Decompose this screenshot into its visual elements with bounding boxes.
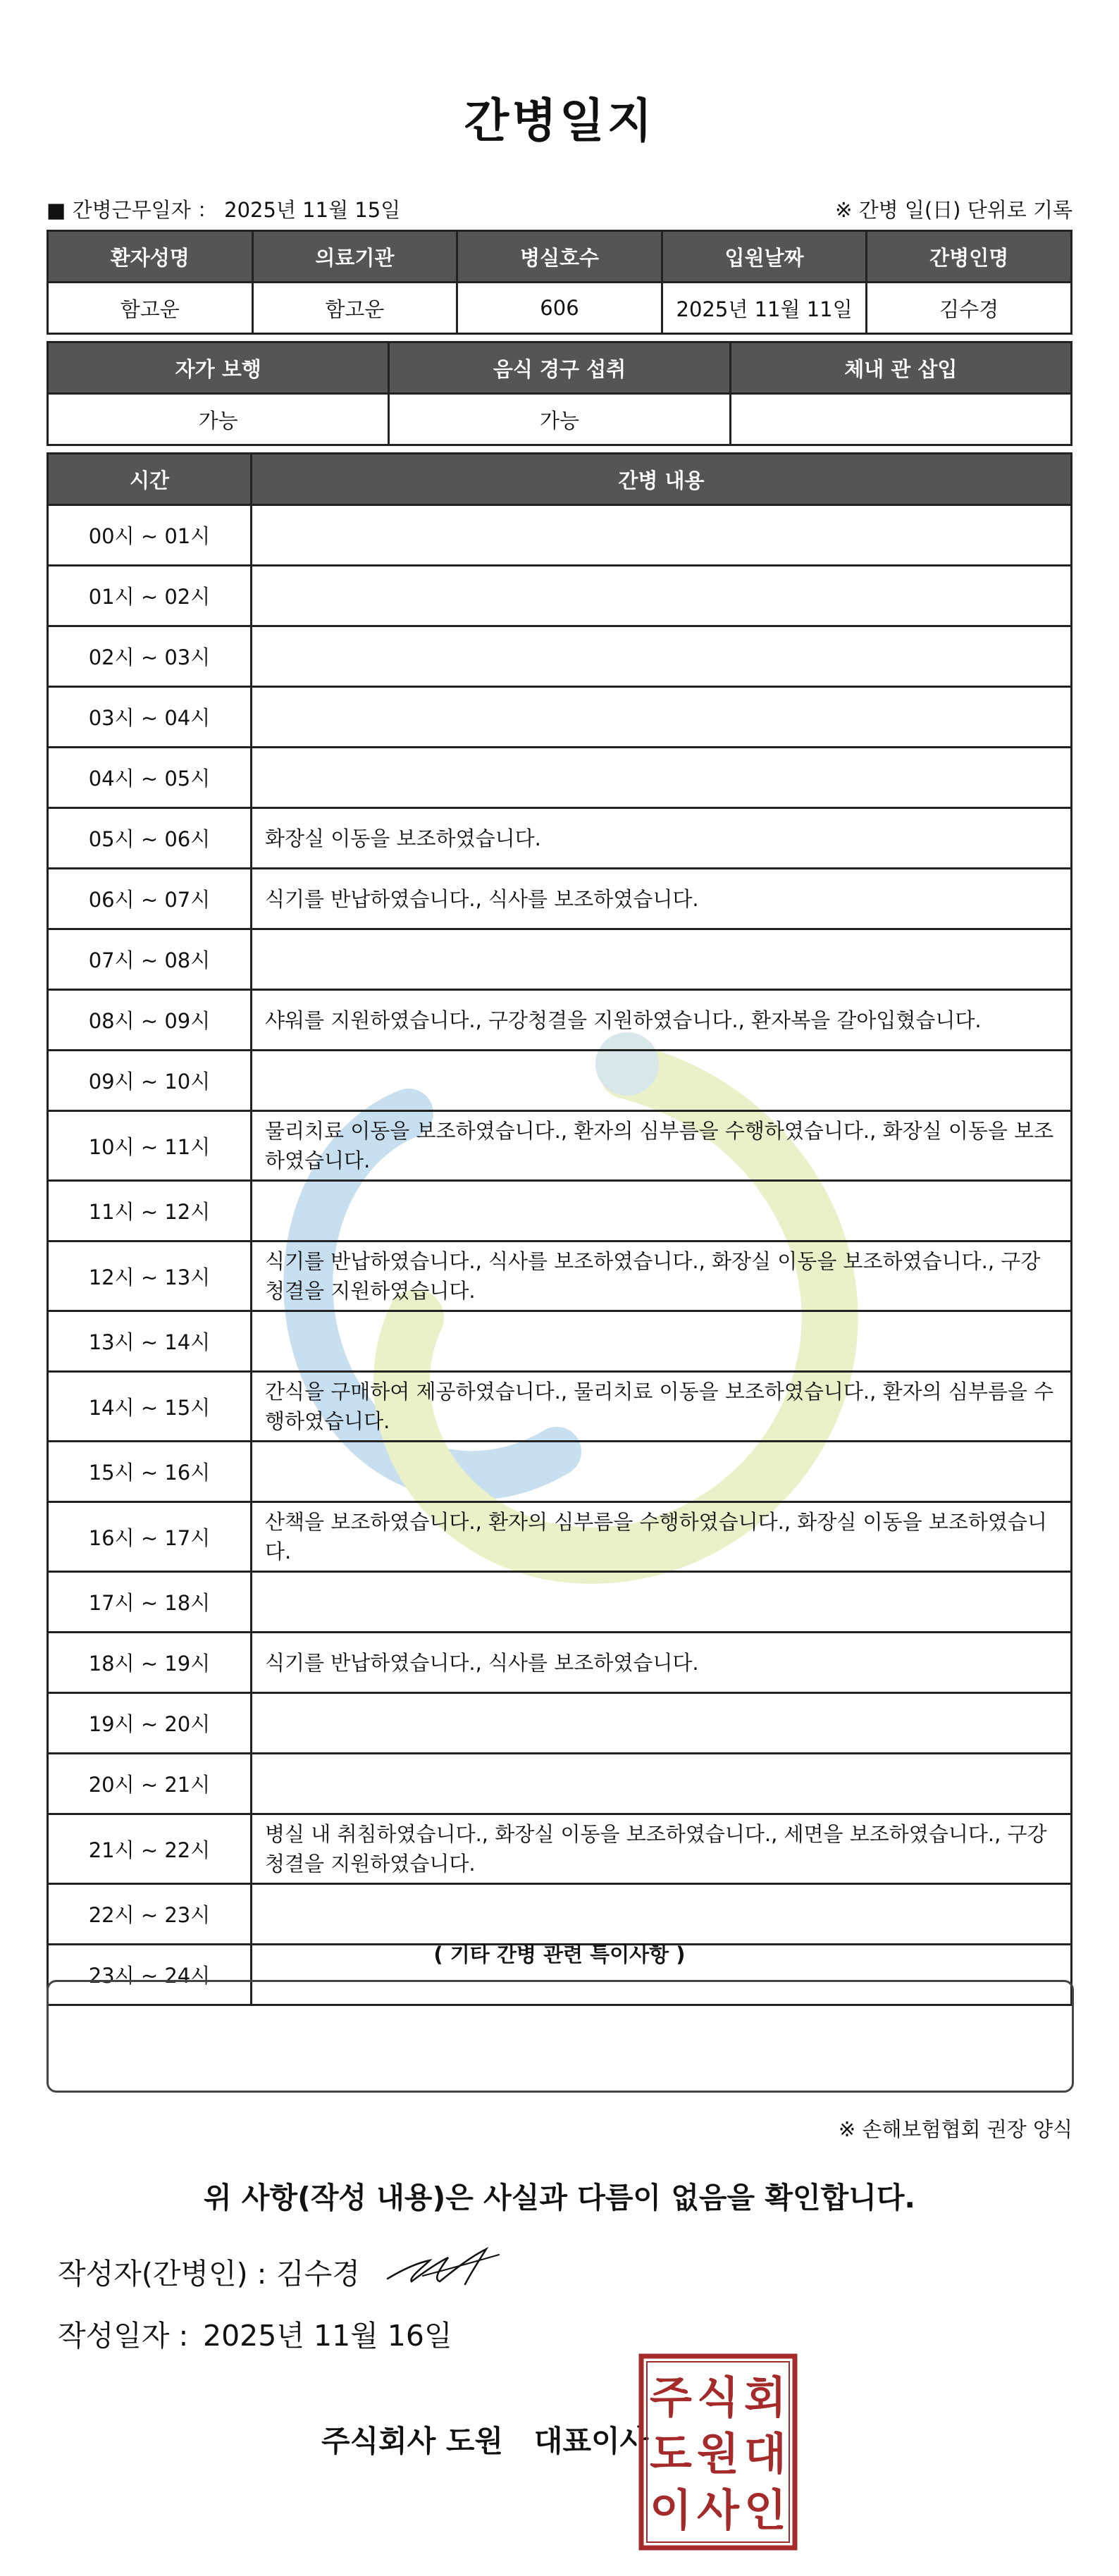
svg-text:주: 주 xyxy=(650,2372,692,2423)
log-content xyxy=(252,1572,1072,1633)
svg-text:이: 이 xyxy=(650,2484,692,2536)
company-name: 주식회사 도원 대표이사 xyxy=(321,2424,649,2458)
log-time: 19시 ~ 20시 xyxy=(48,1693,252,1754)
header-room-number: 병실호수 xyxy=(457,231,662,283)
association-note: ※ 손해보험협회 권장 양식 xyxy=(838,2117,1072,2141)
confirmation-statement: 위 사항(작성 내용)은 사실과 다름이 없음을 확인합니다. xyxy=(203,2181,916,2215)
log-content: 식기를 반납하였습니다., 식사를 보조하였습니다. xyxy=(252,869,1072,929)
log-content: 병실 내 취침하였습니다., 화장실 이동을 보조하였습니다., 세면을 보조하였습니다., 구강청결을 지원하였습니다. xyxy=(252,1814,1072,1884)
self-walking: 가능 xyxy=(48,394,389,445)
header-patient-name: 환자성명 xyxy=(48,231,253,283)
table-row xyxy=(48,929,1072,990)
log-time: 23시 ~ 24시 xyxy=(48,1945,252,2005)
log-time: 00시 ~ 01시 xyxy=(48,505,252,566)
log-time: 15시 ~ 16시 xyxy=(48,1442,252,1502)
header-tube-insertion: 체내 관 삽입 xyxy=(730,342,1071,394)
table-row xyxy=(48,1633,1072,1693)
log-content xyxy=(252,566,1072,626)
tube-insertion xyxy=(730,394,1071,445)
table-row xyxy=(48,687,1072,748)
log-content xyxy=(252,748,1072,808)
svg-text:원: 원 xyxy=(697,2428,739,2479)
table-row xyxy=(48,1814,1072,1884)
table-row xyxy=(48,1442,1072,1502)
header-hospital: 의료기관 xyxy=(252,231,457,283)
log-content xyxy=(252,1181,1072,1241)
table-row xyxy=(48,505,1072,566)
log-time: 16시 ~ 17시 xyxy=(48,1502,252,1572)
log-content xyxy=(252,1311,1072,1372)
log-content xyxy=(252,1442,1072,1502)
caregiver-name: 김수경 xyxy=(867,283,1072,334)
table-row xyxy=(48,869,1072,929)
log-content xyxy=(252,1051,1072,1111)
log-time: 09시 ~ 10시 xyxy=(48,1051,252,1111)
log-time: 05시 ~ 06시 xyxy=(48,808,252,869)
company-seal-icon xyxy=(638,2353,798,2551)
header-care-content: 간병 내용 xyxy=(252,454,1072,505)
patient-info-table xyxy=(47,230,1072,335)
author-label: 작성자(간병인) : xyxy=(58,2257,267,2291)
log-time: 12시 ~ 13시 xyxy=(48,1241,252,1311)
log-content: 화장실 이동을 보조하였습니다. xyxy=(252,808,1072,869)
hospital: 함고운 xyxy=(252,283,457,334)
svg-text:사: 사 xyxy=(697,2484,739,2536)
table-row xyxy=(48,1111,1072,1181)
page-title: 간병일지 xyxy=(464,94,655,148)
table-row xyxy=(48,1572,1072,1633)
log-content xyxy=(252,505,1072,566)
log-time: 03시 ~ 04시 xyxy=(48,687,252,748)
log-content xyxy=(252,1884,1072,1945)
log-time: 07시 ~ 08시 xyxy=(48,929,252,990)
work-date-label: ■ 간병근무일자 ： 2025년 11월 15일 xyxy=(47,198,401,222)
table-row xyxy=(48,1311,1072,1372)
table-row xyxy=(48,1241,1072,1311)
table-row xyxy=(48,566,1072,626)
log-time: 21시 ~ 22시 xyxy=(48,1814,252,1884)
log-time: 02시 ~ 03시 xyxy=(48,626,252,687)
patient-name: 함고운 xyxy=(48,283,253,334)
unit-note: ※ 간병 일(日) 단위로 기록 xyxy=(835,198,1072,222)
log-content: 간식을 구매하여 제공하였습니다., 물리치료 이동을 보조하였습니다., 환자의 심부름을 수행하였습니다. xyxy=(252,1372,1072,1442)
log-content xyxy=(252,929,1072,990)
header-admission-date: 입원날짜 xyxy=(662,231,867,283)
log-content: 물리치료 이동을 보조하였습니다., 환자의 심부름을 수행하였습니다., 화장실 이동을 보조하였습니다. xyxy=(252,1111,1072,1181)
svg-text:도: 도 xyxy=(650,2428,692,2479)
notes-box xyxy=(47,1980,1074,2093)
header-time: 시간 xyxy=(48,454,252,505)
log-content: 식기를 반납하였습니다., 식사를 보조하였습니다., 화장실 이동을 보조하였습니다., 구강청결을 지원하였습니다. xyxy=(252,1241,1072,1311)
table-row xyxy=(48,990,1072,1051)
log-time: 17시 ~ 18시 xyxy=(48,1572,252,1633)
header-caregiver-name: 간병인명 xyxy=(867,231,1072,283)
log-time: 18시 ~ 19시 xyxy=(48,1633,252,1693)
table-row xyxy=(48,1754,1072,1814)
table-row xyxy=(48,1181,1072,1241)
table-row xyxy=(48,1372,1072,1442)
table-row xyxy=(48,626,1072,687)
log-time: 14시 ~ 15시 xyxy=(48,1372,252,1442)
table-row xyxy=(48,1502,1072,1572)
notes-label: ( 기타 간병 관련 특이사항 ) xyxy=(433,1943,686,1967)
log-time: 04시 ~ 05시 xyxy=(48,748,252,808)
log-time: 01시 ~ 02시 xyxy=(48,566,252,626)
log-time: 20시 ~ 21시 xyxy=(48,1754,252,1814)
svg-text:대: 대 xyxy=(744,2428,786,2479)
header-oral-intake: 음식 경구 섭취 xyxy=(389,342,730,394)
log-content xyxy=(252,1693,1072,1754)
svg-text:식: 식 xyxy=(697,2372,739,2423)
written-date: 2025년 11월 16일 xyxy=(203,2319,452,2353)
svg-text:인: 인 xyxy=(744,2484,786,2536)
written-date-label: 작성일자 : xyxy=(58,2319,189,2353)
table-row xyxy=(48,1693,1072,1754)
table-row xyxy=(48,808,1072,869)
table-row xyxy=(48,1884,1072,1945)
log-time: 10시 ~ 11시 xyxy=(48,1111,252,1181)
table-row xyxy=(48,1051,1072,1111)
log-content xyxy=(252,687,1072,748)
oral-intake: 가능 xyxy=(389,394,730,445)
log-time: 13시 ~ 14시 xyxy=(48,1311,252,1372)
admission-date: 2025년 11월 11일 xyxy=(662,283,867,334)
log-content xyxy=(252,626,1072,687)
log-content: 식기를 반납하였습니다., 식사를 보조하였습니다. xyxy=(252,1633,1072,1693)
svg-text:회: 회 xyxy=(744,2372,786,2423)
log-content: 산책을 보조하였습니다., 환자의 심부름을 수행하였습니다., 화장실 이동을 보조하였습니다. xyxy=(252,1502,1072,1572)
log-content: 샤워를 지원하였습니다., 구강청결을 지원하였습니다., 환자복을 갈아입혔습니다. xyxy=(252,990,1072,1051)
log-content xyxy=(252,1754,1072,1814)
patient-status-table xyxy=(47,341,1072,446)
log-time: 22시 ~ 23시 xyxy=(48,1884,252,1945)
author-name: 김수경 xyxy=(276,2257,360,2291)
log-time: 08시 ~ 09시 xyxy=(48,990,252,1051)
care-log-table xyxy=(47,452,1072,2006)
header-self-walking: 자가 보행 xyxy=(48,342,389,394)
room-number: 606 xyxy=(457,283,662,334)
table-row xyxy=(48,748,1072,808)
log-time: 11시 ~ 12시 xyxy=(48,1181,252,1241)
signature-icon xyxy=(381,2242,507,2294)
log-time: 06시 ~ 07시 xyxy=(48,869,252,929)
